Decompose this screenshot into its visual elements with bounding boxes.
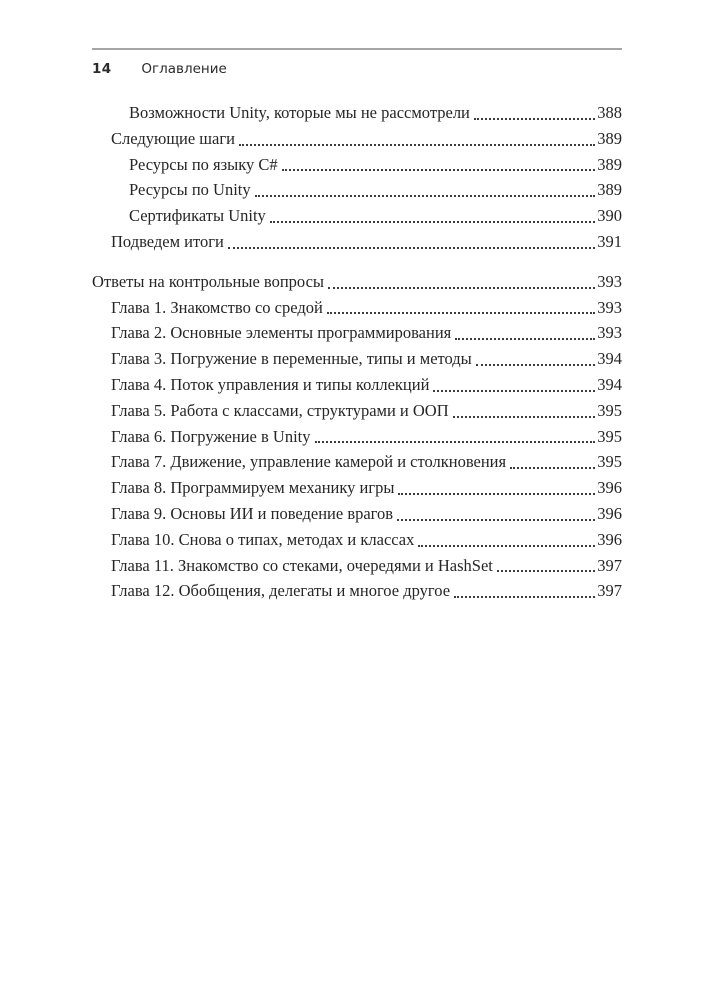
toc-entry-label: Ресурсы по языку C# — [129, 154, 278, 174]
toc-entry — [92, 553, 622, 579]
toc-entry-page: 388 — [597, 103, 622, 122]
dot-leader — [453, 416, 596, 418]
toc-entry — [92, 372, 622, 398]
toc-entry-label: Сертификаты Unity — [129, 206, 266, 226]
dot-leader — [270, 221, 595, 223]
toc-entry-page: 389 — [597, 128, 622, 148]
toc-entry-page: 395 — [597, 452, 622, 472]
dot-leader — [315, 441, 596, 443]
dot-leader — [510, 467, 595, 469]
toc-entry — [92, 578, 622, 604]
toc-entry — [92, 295, 622, 321]
dot-leader — [228, 247, 595, 249]
toc-entry-label: Подведем итоги — [111, 231, 224, 251]
running-title: Оглавление — [141, 61, 227, 77]
toc-entry-label: Глава 3. Погружение в переменные, типы и методы — [111, 349, 472, 369]
dot-leader — [454, 596, 595, 598]
toc-entry — [92, 152, 622, 178]
toc-entry — [92, 527, 622, 553]
dot-leader — [327, 312, 595, 314]
toc-entry-page: 389 — [597, 180, 622, 200]
toc-entry — [92, 229, 622, 255]
dot-leader — [282, 169, 596, 171]
toc-entry — [92, 346, 622, 372]
toc-entry-label: Возможности Unity, которые мы не рассмотрели — [129, 103, 470, 122]
toc-entry-page: 389 — [597, 154, 622, 174]
dot-leader — [255, 195, 596, 197]
toc-entry-label: Ответы на контрольные вопросы — [92, 271, 324, 291]
toc-entry-page: 397 — [597, 581, 622, 601]
toc-entry-page: 393 — [597, 297, 622, 317]
dot-leader — [474, 118, 595, 120]
toc-entry-page: 397 — [597, 555, 622, 575]
toc-entry-label: Глава 1. Знакомство со средой — [111, 297, 323, 317]
toc-entry-label: Глава 9. Основы ИИ и поведение врагов — [111, 503, 394, 523]
toc-entry-label: Глава 6. Погружение в Unity — [111, 426, 311, 446]
toc-entry — [92, 501, 622, 527]
dot-leader — [455, 338, 595, 340]
toc-entry-label: Глава 11. Знакомство со стеками, очередями и HashSet — [111, 555, 493, 575]
toc-entry-label: Глава 2. Основные элементы программирования — [111, 323, 452, 343]
dot-leader — [476, 364, 595, 366]
toc-entry — [92, 475, 622, 501]
toc-entry — [92, 126, 622, 152]
toc-entry-page: 393 — [597, 323, 622, 343]
dot-leader — [398, 493, 595, 495]
toc-entry — [92, 100, 622, 126]
dot-leader — [418, 545, 595, 547]
toc-entry — [92, 398, 622, 424]
toc-entry-label: Глава 12. Обобщения, делегаты и многое другое — [111, 581, 451, 601]
toc-entry-page: 391 — [597, 231, 622, 251]
toc-entry-page: 396 — [597, 529, 622, 549]
running-head-rule — [92, 48, 622, 50]
toc-entry-page: 396 — [597, 478, 622, 498]
dot-leader — [497, 570, 595, 572]
toc-entry — [92, 269, 622, 295]
dot-leader — [239, 144, 595, 146]
toc-entry-page: 396 — [597, 503, 622, 523]
page-number: 14 — [92, 61, 112, 77]
dot-leader — [397, 519, 595, 521]
toc-entry-page: 394 — [597, 349, 622, 369]
toc-entry-page: 394 — [597, 374, 622, 394]
toc-entry-label: Следующие шаги — [111, 128, 235, 148]
toc-entry-label: Глава 8. Программируем механику игры — [111, 478, 395, 498]
toc-entry — [92, 203, 622, 229]
toc-entry-label: Глава 5. Работа с классами, структурами и ООП — [111, 400, 449, 420]
toc-entry-label: Глава 4. Поток управления и типы коллекций — [111, 374, 430, 394]
toc-entry-page: 390 — [597, 206, 622, 226]
toc-entry-page: 395 — [597, 426, 622, 446]
table-of-contents — [92, 100, 622, 604]
dot-leader — [433, 390, 595, 392]
dot-leader — [328, 287, 595, 289]
toc-entry-page: 393 — [597, 271, 622, 291]
toc-entry — [92, 424, 622, 450]
toc-entry-label: Глава 7. Движение, управление камерой и столкновения — [111, 452, 507, 472]
toc-entry — [92, 177, 622, 203]
toc-entry-label: Ресурсы по Unity — [129, 180, 251, 200]
running-head — [92, 61, 622, 77]
toc-entry-page: 395 — [597, 400, 622, 420]
toc-entry — [92, 449, 622, 475]
toc-entry — [92, 320, 622, 346]
toc-entry-label: Глава 10. Снова о типах, методах и классах — [111, 529, 415, 549]
